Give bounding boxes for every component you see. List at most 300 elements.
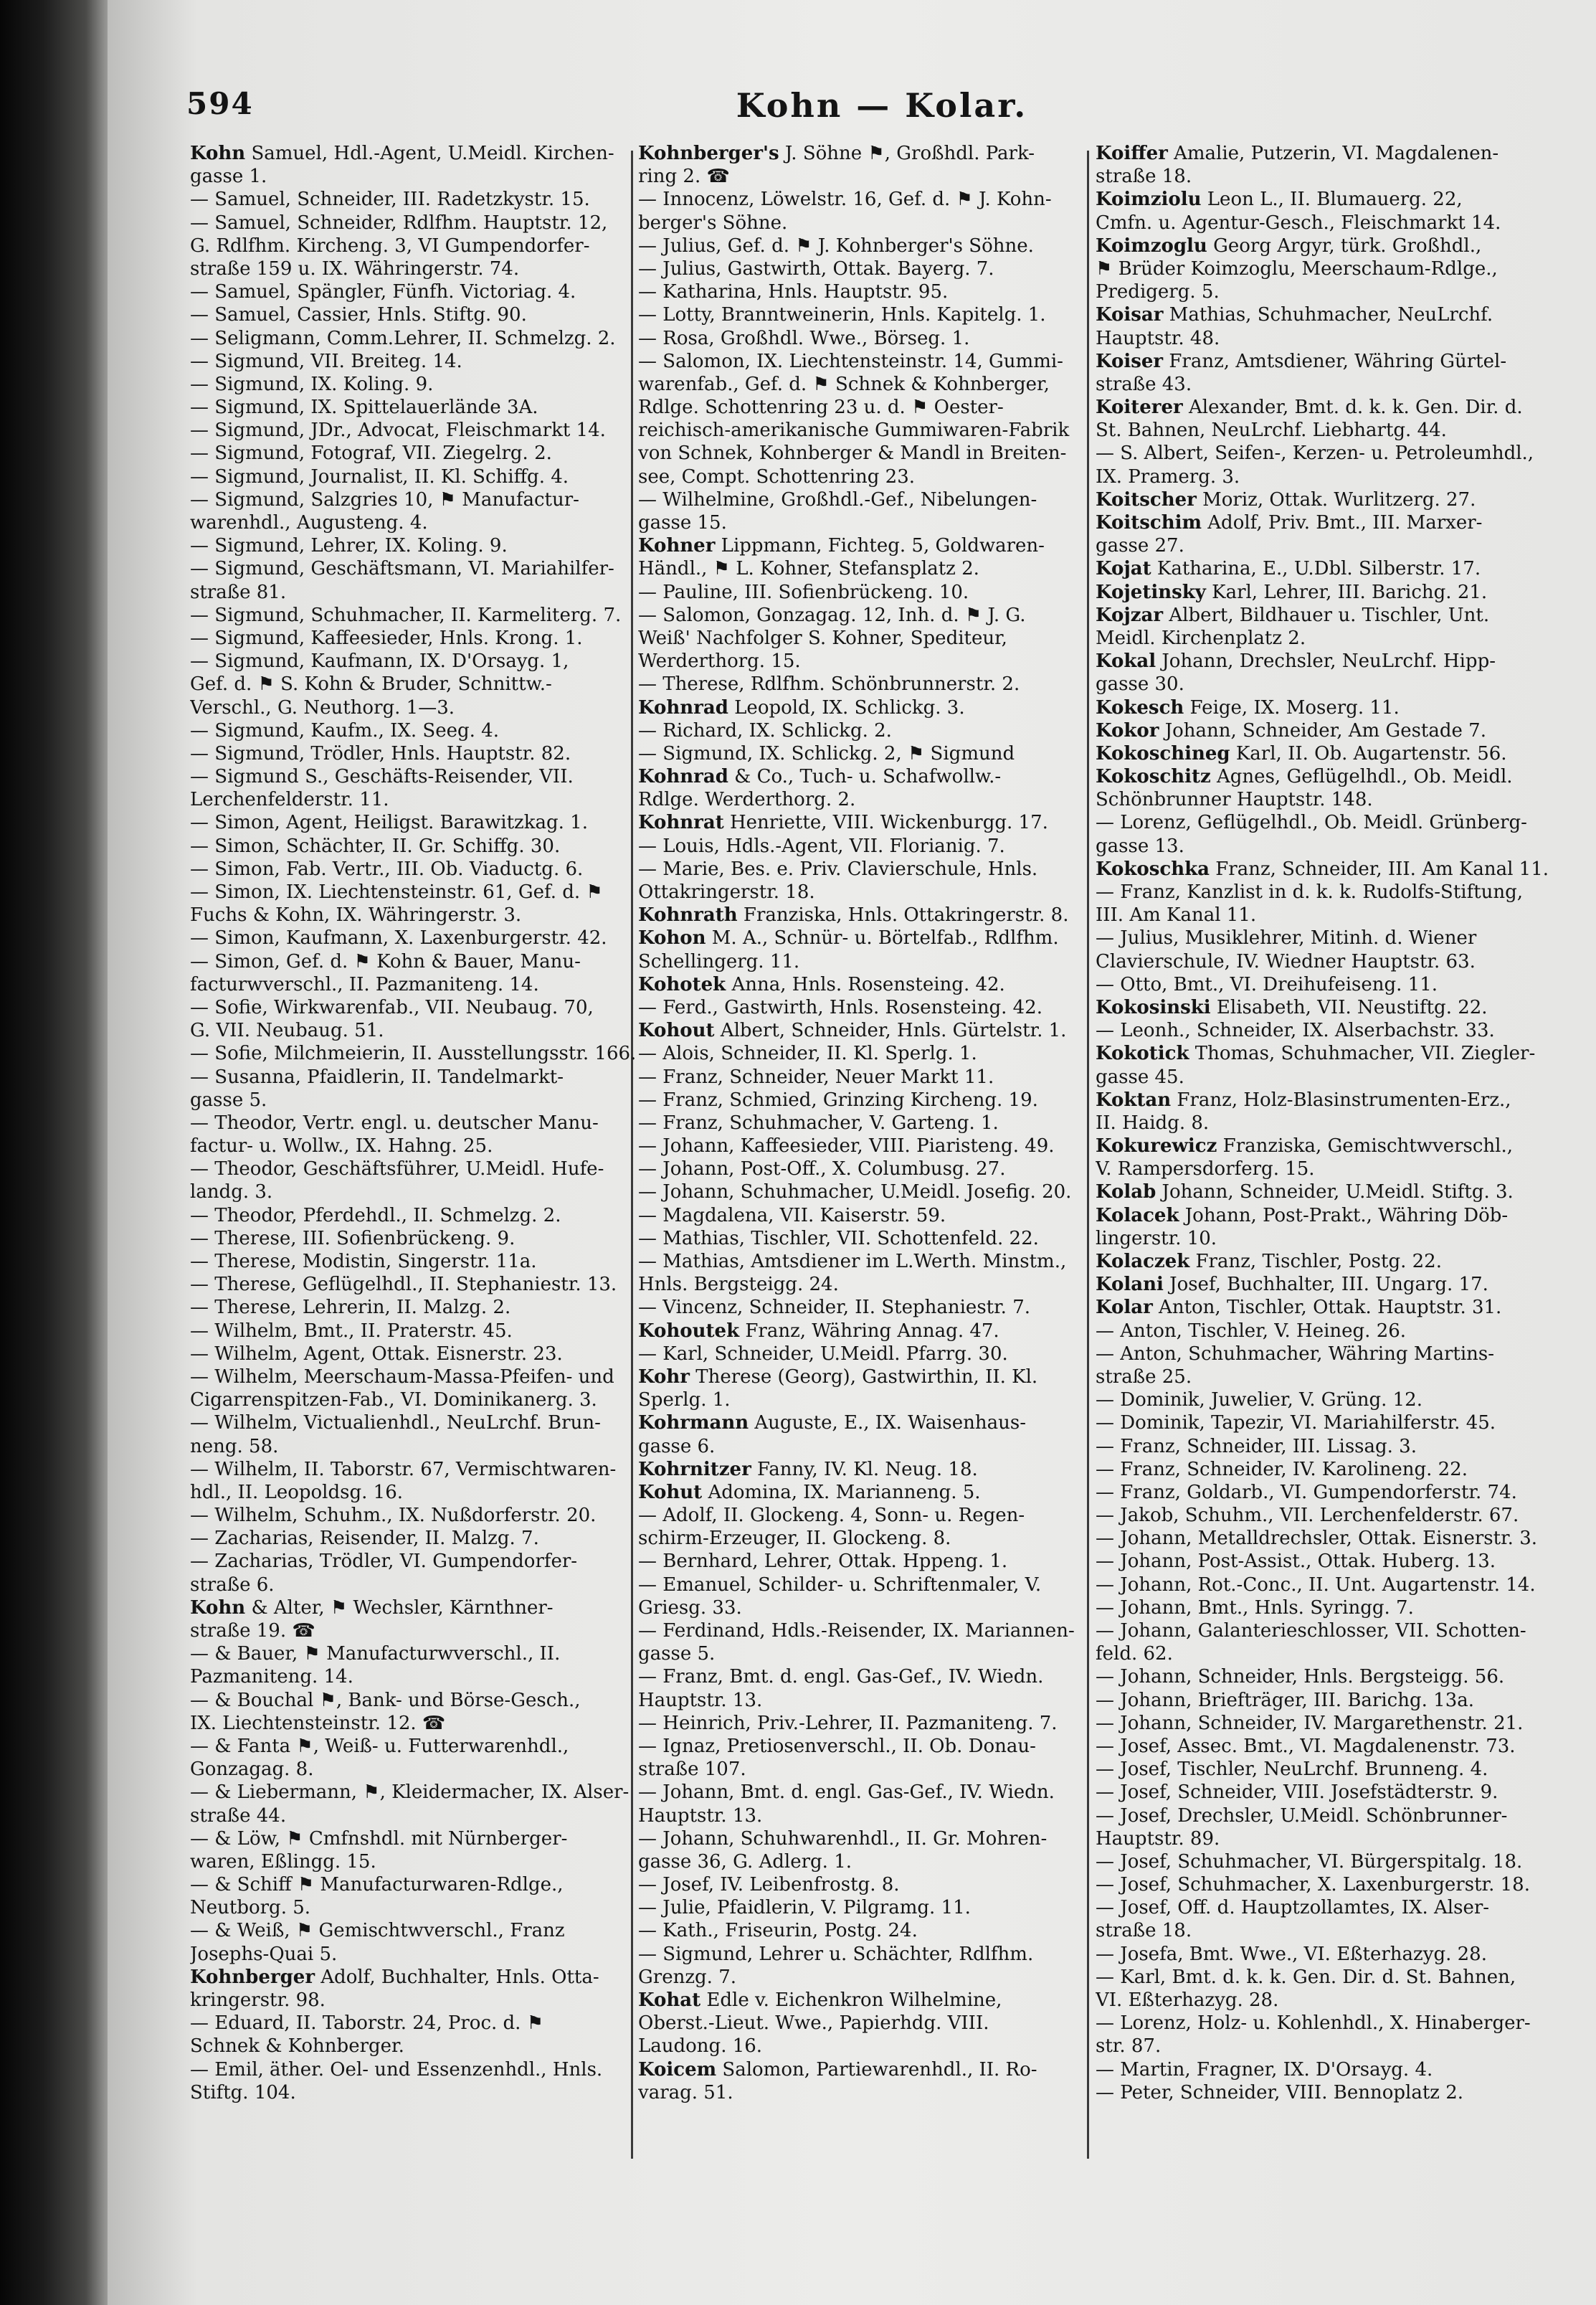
directory-entry-line: Koiser Franz, Amtsdiener, Währing Gürtel- bbox=[1096, 350, 1507, 372]
directory-entry-line: Cigarrenspitzen-Fab., VI. Dominikanerg. 3. bbox=[190, 1389, 597, 1411]
directory-entry-line: — Samuel, Schneider, III. Radetzkystr. 15. bbox=[190, 189, 590, 211]
directory-entry-line: VI. Eßterhazyg. 28. bbox=[1096, 1989, 1279, 2011]
directory-entry-line: Ottakringerstr. 18. bbox=[638, 881, 815, 903]
surname-heading: Kohn bbox=[190, 1596, 246, 1619]
directory-entry-line: — Samuel, Schneider, Rdlfhm. Hauptstr. 12, bbox=[190, 212, 608, 234]
directory-entry-line: — Zacharias, Trödler, VI. Gumpendorfer- bbox=[190, 1551, 578, 1573]
directory-entry-line: Kokurewicz Franziska, Gemischtwverschl., bbox=[1096, 1135, 1513, 1158]
directory-entry-line: — Johann, Bmt., Hnls. Syringg. 7. bbox=[1096, 1596, 1414, 1619]
directory-entry-line: — Josefa, Bmt. Wwe., VI. Eßterhazyg. 28. bbox=[1096, 1943, 1487, 1965]
directory-entry-line: Stiftg. 104. bbox=[190, 2081, 296, 2103]
directory-entry-line: hdl., II. Leopoldsg. 16. bbox=[190, 1481, 403, 1503]
directory-entry-line: — Franz, Schuhmacher, V. Garteng. 1. bbox=[638, 1112, 999, 1134]
surname-heading: Kojzar bbox=[1096, 604, 1164, 626]
directory-entry-line: — & Schiff ⚑ Manufacturwaren-Rdlge., bbox=[190, 1874, 564, 1896]
directory-entry-line: Verschl., G. Neuthorg. 1—3. bbox=[190, 696, 455, 719]
directory-entry-line: Kolaczek Franz, Tischler, Postg. 22. bbox=[1096, 1251, 1442, 1272]
directory-entry-line: Hauptstr. 13. bbox=[638, 1689, 763, 1711]
directory-entry-line: — Josef, IV. Leibenfrostg. 8. bbox=[638, 1874, 900, 1896]
directory-entry-line: Koktan Franz, Holz-Blasinstrumenten-Erz., bbox=[1096, 1089, 1511, 1111]
directory-entry-line: — Emanuel, Schilder- u. Schriftenmaler, V. bbox=[638, 1573, 1042, 1596]
directory-entry-line: Oberst.-Lieut. Wwe., Papierhdg. VIII. bbox=[638, 2012, 989, 2035]
directory-entry-line: — Dominik, Tapezir, VI. Mariahilferstr. 45. bbox=[1096, 1412, 1496, 1434]
directory-entry-line: Kohnberger's J. Söhne ⚑, Großhdl. Park- bbox=[638, 143, 1035, 164]
directory-entry-line: Kokoschitz Agnes, Geflügelhdl., Ob. Meidl. bbox=[1096, 766, 1513, 788]
directory-entry-line: — Otto, Bmt., VI. Dreihufeiseng. 11. bbox=[1096, 973, 1438, 995]
surname-heading: Kohon bbox=[638, 927, 706, 950]
surname-heading: Kohoutek bbox=[638, 1320, 740, 1342]
directory-entry-line: Kohnrat Henriette, VIII. Wickenburgg. 17. bbox=[638, 812, 1048, 834]
directory-entry-line: Kohnrad Leopold, IX. Schlickg. 3. bbox=[638, 696, 965, 719]
directory-entry-line: Kokesch Feige, IX. Moserg. 11. bbox=[1096, 696, 1400, 719]
directory-entry-line: straße 19. ☎ bbox=[190, 1620, 315, 1642]
directory-entry-line: — Dominik, Juwelier, V. Grüng. 12. bbox=[1096, 1389, 1422, 1411]
directory-entry-line: — Sigmund, Journalist, II. Kl. Schiffg. 4. bbox=[190, 465, 569, 488]
surname-heading: Kojat bbox=[1096, 558, 1151, 580]
directory-entry-line: gasse 6. bbox=[638, 1435, 716, 1457]
surname-heading: Kohner bbox=[638, 535, 716, 557]
directory-entry-line: — Ferd., Gastwirth, Hnls. Rosensteing. 42. bbox=[638, 996, 1042, 1018]
directory-entry-line: straße 43. bbox=[1096, 373, 1192, 395]
directory-entry-line: — Louis, Hdls.-Agent, VII. Florianig. 7. bbox=[638, 835, 1005, 857]
directory-entry-line: Kohat Edle v. Eichenkron Wilhelmine, bbox=[638, 1989, 1002, 2011]
directory-entry-line: Koiterer Alexander, Bmt. d. k. k. Gen. Dir. d. bbox=[1096, 397, 1523, 419]
directory-entry-line: Gonzagag. 8. bbox=[190, 1759, 314, 1781]
directory-entry-line: — Julie, Pfaidlerin, V. Pilgramg. 11. bbox=[638, 1897, 971, 1919]
directory-entry-line: — & Fanta ⚑, Weiß- u. Futterwarenhdl., bbox=[190, 1735, 569, 1757]
directory-entry-line: warenfab., Gef. d. ⚑ Schnek & Kohnberger, bbox=[638, 373, 1050, 395]
directory-column-1 bbox=[190, 142, 642, 2164]
directory-entry-line: — Sigmund, Trödler, Hnls. Hauptstr. 82. bbox=[190, 742, 571, 765]
directory-entry-line: — Therese, III. Sofienbrückeng. 9. bbox=[190, 1227, 516, 1249]
directory-entry-line: Kohon M. A., Schnür- u. Börtelfab., Rdlfhm. bbox=[638, 927, 1059, 950]
directory-entry-line: see, Compt. Schottenring 23. bbox=[638, 465, 916, 488]
directory-entry-line: gasse 36, G. Adlerg. 1. bbox=[638, 1850, 852, 1873]
directory-entry-line: — Franz, Schneider, III. Lissag. 3. bbox=[1096, 1435, 1417, 1457]
directory-entry-line: Kohrnitzer Fanny, IV. Kl. Neug. 18. bbox=[638, 1458, 978, 1480]
surname-heading: Kohrmann bbox=[638, 1412, 749, 1434]
surname-heading: Koimzoglu bbox=[1096, 235, 1207, 257]
directory-entry-line: — Josef, Schuhmacher, VI. Bürgerspitalg. 18. bbox=[1096, 1850, 1523, 1873]
directory-entry-line: Weiß' Nachfolger S. Kohner, Spediteur, bbox=[638, 627, 1007, 649]
directory-column-3 bbox=[1096, 142, 1554, 2164]
surname-heading: Kokosinski bbox=[1096, 996, 1211, 1018]
directory-entry-line: Kojetinsky Karl, Lehrer, III. Barichg. 21. bbox=[1096, 581, 1488, 603]
directory-entry-line: — Emil, äther. Oel- und Essenzenhdl., Hnls. bbox=[190, 2058, 603, 2081]
directory-entry-line: — Anton, Tischler, V. Heineg. 26. bbox=[1096, 1320, 1407, 1342]
directory-entry-line: Kohnrad & Co., Tuch- u. Schafwollw.- bbox=[638, 766, 1002, 788]
directory-entry-line: — Simon, IX. Liechtensteinstr. 61, Gef. d. ⚑ bbox=[190, 881, 603, 903]
directory-entry-line: Kojzar Albert, Bildhauer u. Tischler, Unt. bbox=[1096, 604, 1490, 626]
directory-entry-line: — Sigmund S., Geschäfts-Reisender, VII. bbox=[190, 766, 574, 788]
directory-entry-line: — Johann, Schneider, IV. Margarethenstr. 21. bbox=[1096, 1712, 1524, 1734]
directory-entry-line: ring 2. ☎ bbox=[638, 166, 730, 188]
directory-entry-line: Kohut Adomina, IX. Marianneng. 5. bbox=[638, 1481, 981, 1503]
directory-entry-line: — Johann, Schneider, Hnls. Bergsteigg. 56. bbox=[1096, 1666, 1505, 1688]
directory-entry-line: schirm-Erzeuger, II. Glockeng. 8. bbox=[638, 1528, 951, 1550]
directory-entry-line: — Johann, Galanterieschlosser, VII. Schotten- bbox=[1096, 1620, 1526, 1642]
directory-entry-line: — Josef, Schuhmacher, X. Laxenburgerstr. 18. bbox=[1096, 1874, 1530, 1896]
surname-heading: Kokoschitz bbox=[1096, 766, 1211, 788]
directory-entry-line: — Marie, Bes. e. Priv. Clavierschule, Hnls. bbox=[638, 858, 1038, 880]
directory-entry-line: — Wilhelm, Schuhm., IX. Nußdorferstr. 20. bbox=[190, 1505, 597, 1527]
directory-entry-line: Kokoschineg Karl, II. Ob. Augartenstr. 56. bbox=[1096, 742, 1507, 765]
directory-entry-line: — & Liebermann, ⚑, Kleidermacher, IX. Alser- bbox=[190, 1781, 630, 1804]
directory-entry-line: — Salomon, Gonzagag. 12, Inh. d. ⚑ J. G. bbox=[638, 604, 1026, 626]
directory-entry-line: — Franz, Goldarb., VI. Gumpendorferstr. 74. bbox=[1096, 1481, 1517, 1503]
directory-entry-line: — Simon, Agent, Heiligst. Barawitzkag. 1. bbox=[190, 812, 588, 834]
directory-entry-line: Koimzoglu Georg Argyr, türk. Großhdl., bbox=[1096, 235, 1482, 257]
surname-heading: Kohr bbox=[638, 1366, 690, 1388]
directory-entry-line: gasse 30. bbox=[1096, 673, 1184, 696]
directory-entry-line: — Johann, Schuhwarenhdl., II. Gr. Mohren- bbox=[638, 1827, 1048, 1850]
surname-heading: Kohnrad bbox=[638, 696, 728, 719]
surname-heading: Koiser bbox=[1096, 350, 1164, 372]
directory-entry-line: Kokosinski Elisabeth, VII. Neustiftg. 22. bbox=[1096, 996, 1488, 1018]
directory-entry-line: Rdlge. Werderthorg. 2. bbox=[638, 789, 856, 811]
directory-entry-line: — Therese, Lehrerin, II. Malzg. 2. bbox=[190, 1297, 511, 1319]
directory-entry-line: feld. 62. bbox=[1096, 1643, 1173, 1665]
surname-heading: Koktan bbox=[1096, 1089, 1172, 1111]
directory-entry-line: — Mathias, Tischler, VII. Schottenfeld. 22. bbox=[638, 1227, 1039, 1249]
directory-entry-line: — Martin, Fragner, IX. D'Orsayg. 4. bbox=[1096, 2058, 1433, 2081]
directory-entry-line: — Lorenz, Holz- u. Kohlenhdl., X. Hinaberger- bbox=[1096, 2012, 1531, 2035]
directory-entry-line: Josephs-Quai 5. bbox=[190, 1943, 338, 1965]
directory-entry-line: kringerstr. 98. bbox=[190, 1989, 326, 2011]
directory-entry-line: — Lotty, Branntweinerin, Hnls. Kapitelg. 1. bbox=[638, 304, 1046, 326]
directory-entry-line: — Leonh., Schneider, IX. Alserbachstr. 33. bbox=[1096, 1020, 1495, 1042]
directory-entry-line: — Wilhelm, Victualienhdl., NeuLrchf. Brun- bbox=[190, 1412, 601, 1434]
directory-entry-line: — Josef, Tischler, NeuLrchf. Brunneng. 4. bbox=[1096, 1759, 1488, 1781]
directory-entry-line: Kohner Lippmann, Fichteg. 5, Goldwaren- bbox=[638, 535, 1045, 557]
directory-entry-line: IX. Pramerg. 3. bbox=[1096, 465, 1240, 488]
directory-entry-line: gasse 5. bbox=[638, 1643, 716, 1665]
directory-entry-line: — Kath., Friseurin, Postg. 24. bbox=[638, 1920, 918, 1942]
directory-entry-line: — Wilhelm, Agent, Ottak. Eisnerstr. 23. bbox=[190, 1343, 563, 1365]
directory-entry-line: — Julius, Gastwirth, Ottak. Bayerg. 7. bbox=[638, 257, 994, 280]
surname-heading: Koitscher bbox=[1096, 488, 1197, 511]
directory-entry-line: Händl., ⚑ L. Kohner, Stefansplatz 2. bbox=[638, 558, 979, 580]
directory-entry-line: — Franz, Schmied, Grinzing Kircheng. 19. bbox=[638, 1089, 1038, 1111]
directory-entry-line: Koicem Salomon, Partiewarenhdl., II. Ro- bbox=[638, 2058, 1037, 2081]
directory-entry-line: Clavierschule, IV. Wiedner Hauptstr. 63. bbox=[1096, 950, 1476, 972]
directory-entry-line: Schellingerg. 11. bbox=[638, 950, 800, 972]
surname-heading: Kokesch bbox=[1096, 696, 1184, 719]
directory-entry-line: — Bernhard, Lehrer, Ottak. Hppeng. 1. bbox=[638, 1551, 1008, 1573]
directory-entry-line: ⚑ Brüder Koimzoglu, Meerschaum-Rdlge., bbox=[1096, 257, 1498, 280]
directory-entry-line: — Ignaz, Pretiosenverschl., II. Ob. Donau- bbox=[638, 1735, 1036, 1757]
directory-entry-line: — Simon, Kaufmann, X. Laxenburgerstr. 42. bbox=[190, 927, 607, 950]
directory-entry-line: — Sigmund, VII. Breiteg. 14. bbox=[190, 350, 462, 372]
directory-entry-line: Werderthorg. 15. bbox=[638, 650, 801, 673]
directory-entry-line: — Sigmund, JDr., Advocat, Fleischmarkt 14. bbox=[190, 420, 606, 442]
directory-entry-line: Fuchs & Kohn, IX. Währingerstr. 3. bbox=[190, 904, 522, 927]
surname-heading: Koiterer bbox=[1096, 397, 1183, 419]
directory-entry-line: — Magdalena, VII. Kaiserstr. 59. bbox=[638, 1204, 946, 1226]
directory-entry-line: — Anton, Schuhmacher, Währing Martins- bbox=[1096, 1343, 1495, 1365]
directory-entry-line: — Wilhelmine, Großhdl.-Gef., Nibelungen- bbox=[638, 488, 1037, 511]
directory-column-2 bbox=[638, 142, 1090, 2164]
directory-entry-line: — Theodor, Geschäftsführer, U.Meidl. Hufe- bbox=[190, 1158, 604, 1180]
directory-entry-line: Koiffer Amalie, Putzerin, VI. Magdalenen- bbox=[1096, 143, 1499, 164]
surname-heading: Kohnberger bbox=[190, 1966, 315, 1988]
directory-entry-line: Lerchenfelderstr. 11. bbox=[190, 789, 389, 811]
directory-entry-line: Kohout Albert, Schneider, Hnls. Gürtelstr. 1. bbox=[638, 1020, 1067, 1042]
directory-entry-line: III. Am Kanal 11. bbox=[1096, 904, 1257, 927]
directory-entry-line: Schnek & Kohnberger. bbox=[190, 2035, 404, 2058]
directory-entry-line: Kohn & Alter, ⚑ Wechsler, Kärnthner- bbox=[190, 1596, 554, 1619]
surname-heading: Koisar bbox=[1096, 304, 1164, 326]
directory-entry-line: Kolacek Johann, Post-Prakt., Währing Döb- bbox=[1096, 1204, 1509, 1226]
directory-entry-line: — Peter, Schneider, VIII. Bennoplatz 2. bbox=[1096, 2081, 1464, 2103]
surname-heading: Kohnrad bbox=[638, 766, 728, 788]
directory-entry-line: Pazmaniteng. 14. bbox=[190, 1666, 353, 1688]
directory-entry-line: gasse 1. bbox=[190, 166, 267, 188]
directory-entry-line: straße 107. bbox=[638, 1759, 746, 1781]
directory-entry-line: Rdlge. Schottenring 23 u. d. ⚑ Oester- bbox=[638, 397, 1004, 419]
directory-entry-line: — Sofie, Milchmeierin, II. Ausstellungsstr. 166. bbox=[190, 1043, 637, 1065]
directory-entry-line: — Wilhelm, II. Taborstr. 67, Vermischtwaren- bbox=[190, 1458, 617, 1480]
directory-entry-line: — Seligmann, Comm.Lehrer, II. Schmelzg. 2. bbox=[190, 327, 616, 349]
directory-entry-line: — Josef, Drechsler, U.Meidl. Schönbrunner- bbox=[1096, 1804, 1508, 1827]
directory-entry-line: Kolani Josef, Buchhalter, III. Ungarg. 17. bbox=[1096, 1274, 1488, 1296]
directory-entry-line: — Vincenz, Schneider, II. Stephaniestr. 7. bbox=[638, 1297, 1031, 1319]
surname-heading: Kohnrath bbox=[638, 904, 738, 927]
surname-heading: Kohat bbox=[638, 1989, 701, 2011]
directory-entry-line: — Theodor, Pferdehdl., II. Schmelzg. 2. bbox=[190, 1204, 561, 1226]
directory-entry-line: reichisch-amerikanische Gummiwaren-Fabrik bbox=[638, 420, 1070, 442]
directory-entry-line: — Innocenz, Löwelstr. 16, Gef. d. ⚑ J. Kohn- bbox=[638, 189, 1052, 211]
directory-entry-line: — Sigmund, Fotograf, VII. Ziegelrg. 2. bbox=[190, 442, 552, 465]
directory-entry-line: Koimziolu Leon L., II. Blumauerg. 22, bbox=[1096, 189, 1463, 211]
directory-entry-line: — Simon, Gef. d. ⚑ Kohn & Bauer, Manu- bbox=[190, 950, 581, 972]
surname-heading: Kokotick bbox=[1096, 1043, 1189, 1065]
directory-entry-line: facturwverschl., II. Pazmaniteng. 14. bbox=[190, 973, 539, 995]
directory-entry-line: — Samuel, Spängler, Fünfh. Victoriag. 4. bbox=[190, 281, 576, 303]
directory-entry-line: G. VII. Neubaug. 51. bbox=[190, 1020, 384, 1042]
directory-entry-line: — Franz, Kanzlist in d. k. k. Rudolfs-Stiftung, bbox=[1096, 881, 1524, 903]
directory-entry-line: Kokoschka Franz, Schneider, III. Am Kanal 11. bbox=[1096, 858, 1549, 880]
directory-entry-line: II. Haidg. 8. bbox=[1096, 1112, 1210, 1134]
directory-entry-line: Laudong. 16. bbox=[638, 2035, 763, 2058]
directory-entry-line: — Samuel, Cassier, Hnls. Stiftg. 90. bbox=[190, 304, 527, 326]
directory-entry-line: — & Weiß, ⚑ Gemischtwverschl., Franz bbox=[190, 1920, 565, 1942]
directory-entry-line: Grenzg. 7. bbox=[638, 1966, 737, 1988]
directory-entry-line: Kohrmann Auguste, E., IX. Waisenhaus- bbox=[638, 1412, 1026, 1434]
surname-heading: Kolaczek bbox=[1096, 1251, 1190, 1272]
surname-heading: Kolab bbox=[1096, 1181, 1156, 1203]
directory-entry-line: Kojat Katharina, E., U.Dbl. Silberstr. 17. bbox=[1096, 558, 1481, 580]
surname-heading: Koimziolu bbox=[1096, 189, 1202, 211]
directory-entry-line: gasse 27. bbox=[1096, 535, 1184, 557]
directory-entry-line: — Mathias, Amtsdiener im L.Werth. Minstm., bbox=[638, 1251, 1067, 1272]
directory-entry-line: — Richard, IX. Schlickg. 2. bbox=[638, 719, 892, 742]
directory-entry-line: gasse 45. bbox=[1096, 1066, 1184, 1088]
directory-entry-line: — Sigmund, Lehrer, IX. Koling. 9. bbox=[190, 535, 508, 557]
surname-heading: Kohut bbox=[638, 1481, 703, 1503]
directory-entry-line: — Josef, Off. d. Hauptzollamtes, IX. Alser- bbox=[1096, 1897, 1490, 1919]
directory-entry-line: — Sigmund, Schuhmacher, II. Karmeliterg. 7. bbox=[190, 604, 622, 626]
surname-heading: Kojetinsky bbox=[1096, 581, 1206, 603]
directory-entry-line: Griesg. 33. bbox=[638, 1596, 742, 1619]
directory-entry-line: — Johann, Post-Assist., Ottak. Huberg. 13. bbox=[1096, 1551, 1496, 1573]
directory-entry-line: — Sigmund, Kaffeesieder, Hnls. Krong. 1. bbox=[190, 627, 583, 649]
directory-entry-line: — Lorenz, Geflügelhdl., Ob. Meidl. Grünberg- bbox=[1096, 812, 1527, 834]
page-header bbox=[186, 86, 1577, 143]
directory-entry-line: St. Bahnen, NeuLrchf. Liebhartg. 44. bbox=[1096, 420, 1447, 442]
directory-entry-line: — Karl, Schneider, U.Meidl. Pfarrg. 30. bbox=[638, 1343, 1008, 1365]
directory-entry-line: straße 18. bbox=[1096, 166, 1192, 188]
surname-heading: Koitschim bbox=[1096, 512, 1202, 534]
directory-entry-line: straße 18. bbox=[1096, 1920, 1192, 1942]
directory-entry-line: — Julius, Gef. d. ⚑ J. Kohnberger's Söhne. bbox=[638, 235, 1034, 257]
directory-entry-line: Cmfn. u. Agentur-Gesch., Fleischmarkt 14. bbox=[1096, 212, 1501, 234]
directory-entry-line: — Ferdinand, Hdls.-Reisender, IX. Mariannen- bbox=[638, 1620, 1075, 1642]
page-number: 594 bbox=[186, 86, 254, 121]
surname-heading: Kolar bbox=[1096, 1297, 1153, 1319]
directory-entry-line: — Josef, Assec. Bmt., VI. Magdalenenstr. 73. bbox=[1096, 1735, 1516, 1757]
directory-entry-line: — Wilhelm, Bmt., II. Praterstr. 45. bbox=[190, 1320, 513, 1342]
directory-entry-line: — Simon, Fab. Vertr., III. Ob. Viaductg. 6. bbox=[190, 858, 584, 880]
surname-heading: Kohnrat bbox=[638, 812, 724, 834]
directory-entry-line: — Sofie, Wirkwarenfab., VII. Neubaug. 70, bbox=[190, 996, 594, 1018]
directory-entry-line: — Sigmund, IX. Koling. 9. bbox=[190, 373, 434, 395]
directory-entry-line: G. Rdlfhm. Kircheng. 3, VI Gumpendorfer- bbox=[190, 235, 590, 257]
surname-heading: Kolacek bbox=[1096, 1204, 1179, 1226]
directory-entry-line: — Heinrich, Priv.-Lehrer, II. Pazmaniteng. 7. bbox=[638, 1712, 1058, 1734]
directory-entry-line: straße 44. bbox=[190, 1804, 287, 1827]
directory-entry-line: Hauptstr. 89. bbox=[1096, 1827, 1220, 1850]
directory-entry-line: Kolab Johann, Schneider, U.Meidl. Stiftg. 3. bbox=[1096, 1181, 1514, 1203]
directory-entry-line: — Therese, Modistin, Singerstr. 11a. bbox=[190, 1251, 537, 1272]
directory-entry-line: Kolar Anton, Tischler, Ottak. Hauptstr. 31. bbox=[1096, 1297, 1502, 1319]
directory-entry-line: — Josef, Schneider, VIII. Josefstädterstr. 9. bbox=[1096, 1781, 1498, 1804]
directory-entry-line: — Karl, Bmt. d. k. k. Gen. Dir. d. St. Bahnen, bbox=[1096, 1966, 1516, 1988]
surname-heading: Kohrnitzer bbox=[638, 1458, 751, 1480]
directory-entry-line: — Pauline, III. Sofienbrückeng. 10. bbox=[638, 581, 969, 603]
directory-entry-line: Kohoutek Franz, Währing Annag. 47. bbox=[638, 1320, 999, 1342]
directory-entry-line: — Sigmund, Salzgries 10, ⚑ Manufactur- bbox=[190, 488, 579, 511]
directory-entry-line: Koitschim Adolf, Priv. Bmt., III. Marxer- bbox=[1096, 512, 1483, 534]
directory-entry-line: — Zacharias, Reisender, II. Malzg. 7. bbox=[190, 1528, 539, 1550]
surname-heading: Kohnberger's bbox=[638, 143, 779, 164]
directory-entry-line: Neutborg. 5. bbox=[190, 1897, 311, 1919]
directory-entry-line: straße 81. bbox=[190, 581, 287, 603]
directory-entry-line: Koisar Mathias, Schuhmacher, NeuLrchf. bbox=[1096, 304, 1493, 326]
directory-entry-line: — Johann, Rot.-Conc., II. Unt. Augartenstr. 14. bbox=[1096, 1573, 1536, 1596]
directory-entry-line: — Franz, Schneider, Neuer Markt 11. bbox=[638, 1066, 994, 1088]
directory-entry-line: — Johann, Briefträger, III. Barichg. 13a. bbox=[1096, 1689, 1474, 1711]
directory-entry-line: — Simon, Schächter, II. Gr. Schiffg. 30. bbox=[190, 835, 561, 857]
directory-entry-line: — Sigmund, Kaufmann, IX. D'Orsayg. 1, bbox=[190, 650, 569, 673]
directory-entry-line: gasse 15. bbox=[638, 512, 727, 534]
directory-entry-line: Kokotick Thomas, Schuhmacher, VII. Ziegler- bbox=[1096, 1043, 1536, 1065]
directory-entry-line: — S. Albert, Seifen-, Kerzen- u. Petroleumhdl., bbox=[1096, 442, 1534, 465]
directory-entry-line: factur- u. Wollw., IX. Hahng. 25. bbox=[190, 1135, 493, 1158]
directory-entry-line: Gef. d. ⚑ S. Kohn & Bruder, Schnittw.- bbox=[190, 673, 552, 696]
surname-heading: Kohout bbox=[638, 1020, 715, 1042]
directory-entry-line: Kohotek Anna, Hnls. Rosensteing. 42. bbox=[638, 973, 1005, 995]
directory-entry-line: — Franz, Bmt. d. engl. Gas-Gef., IV. Wiedn. bbox=[638, 1666, 1044, 1688]
directory-entry-line: — Wilhelm, Meerschaum-Massa-Pfeifen- und bbox=[190, 1366, 614, 1388]
directory-entry-line: — Adolf, II. Glockeng. 4, Sonn- u. Regen- bbox=[638, 1505, 1025, 1527]
directory-entry-line: — Sigmund, IX. Spittelauerlände 3A. bbox=[190, 397, 538, 419]
directory-entry-line: — Therese, Geflügelhdl., II. Stephaniestr. 13. bbox=[190, 1274, 617, 1296]
directory-entry-line: — Sigmund, Lehrer u. Schächter, Rdlfhm. bbox=[638, 1943, 1034, 1965]
surname-heading: Kokoschka bbox=[1096, 858, 1210, 880]
directory-entry-line: gasse 13. bbox=[1096, 835, 1184, 857]
directory-entry-line: Koitscher Moriz, Ottak. Wurlitzerg. 27. bbox=[1096, 488, 1476, 511]
directory-entry-line: Kohnrath Franziska, Hnls. Ottakringerstr. 8. bbox=[638, 904, 1069, 927]
directory-entry-line: berger's Söhne. bbox=[638, 212, 788, 234]
directory-entry-line: Kohr Therese (Georg), Gastwirthin, II. Kl. bbox=[638, 1366, 1038, 1388]
surname-heading: Kokurewicz bbox=[1096, 1135, 1217, 1158]
directory-entry-line: Kokal Johann, Drechsler, NeuLrchf. Hipp- bbox=[1096, 650, 1496, 673]
directory-entry-line: — Therese, Rdlfhm. Schönbrunnerstr. 2. bbox=[638, 673, 1020, 696]
directory-entry-line: Hauptstr. 13. bbox=[638, 1804, 763, 1827]
directory-entry-line: Kohnberger Adolf, Buchhalter, Hnls. Otta- bbox=[190, 1966, 599, 1988]
directory-entry-line: — Katharina, Hnls. Hauptstr. 95. bbox=[638, 281, 949, 303]
directory-entry-line: Sperlg. 1. bbox=[638, 1389, 731, 1411]
directory-entry-line: Hauptstr. 48. bbox=[1096, 327, 1220, 349]
directory-entry-line: warenhdl., Augusteng. 4. bbox=[190, 512, 428, 534]
directory-entry-line: — Sigmund, IX. Schlickg. 2, ⚑ Sigmund bbox=[638, 742, 1015, 765]
directory-entry-line: — Jakob, Schuhm., VII. Lerchenfelderstr. 67. bbox=[1096, 1505, 1519, 1527]
surname-heading: Kokal bbox=[1096, 650, 1156, 673]
directory-entry-line: — Sigmund, Geschäftsmann, VI. Mariahilfer- bbox=[190, 558, 614, 580]
directory-entry-line: — Susanna, Pfaidlerin, II. Tandelmarkt- bbox=[190, 1066, 564, 1088]
directory-entry-line: von Schnek, Kohnberger & Mandl in Breiten- bbox=[638, 442, 1067, 465]
directory-entry-line: — Johann, Metalldrechsler, Ottak. Eisnerstr. 3. bbox=[1096, 1528, 1538, 1550]
directory-entry-line: — Rosa, Großhdl. Wwe., Börseg. 1. bbox=[638, 327, 970, 349]
directory-entry-line: Schönbrunner Hauptstr. 148. bbox=[1096, 789, 1373, 811]
directory-entry-line: — & Löw, ⚑ Cmfnshdl. mit Nürnberger- bbox=[190, 1827, 568, 1850]
directory-entry-line: landg. 3. bbox=[190, 1181, 273, 1203]
directory-entry-line: — Eduard, II. Taborstr. 24, Proc. d. ⚑ bbox=[190, 2012, 544, 2035]
surname-heading: Kokoschineg bbox=[1096, 742, 1230, 765]
directory-entry-line: straße 6. bbox=[190, 1573, 275, 1596]
directory-entry-line: Kohn Samuel, Hdl.-Agent, U.Meidl. Kirchen- bbox=[190, 143, 614, 164]
directory-entry-line: Meidl. Kirchenplatz 2. bbox=[1096, 627, 1306, 649]
directory-entry-line: — & Bouchal ⚑, Bank- und Börse-Gesch., bbox=[190, 1689, 581, 1711]
directory-entry-line: — & Bauer, ⚑ Manufacturwverschl., II. bbox=[190, 1643, 561, 1665]
surname-heading: Koiffer bbox=[1096, 143, 1168, 164]
directory-entry-line: — Johann, Post-Off., X. Columbusg. 27. bbox=[638, 1158, 1006, 1180]
directory-entry-line: V. Rampersdorferg. 15. bbox=[1096, 1158, 1315, 1180]
running-title: Kohn — Kolar. bbox=[736, 86, 1028, 125]
directory-entry-line: — Franz, Schneider, IV. Karolineng. 22. bbox=[1096, 1458, 1468, 1480]
directory-entry-line: neng. 58. bbox=[190, 1435, 279, 1457]
scan-binding-edge bbox=[0, 0, 108, 2305]
directory-entry-line: — Theodor, Vertr. engl. u. deutscher Manu- bbox=[190, 1112, 599, 1134]
surname-heading: Kokor bbox=[1096, 719, 1159, 742]
surname-heading: Kolani bbox=[1096, 1274, 1164, 1296]
directory-entry-line: Hnls. Bergsteigg. 24. bbox=[638, 1274, 839, 1296]
directory-entry-line: — Johann, Bmt. d. engl. Gas-Gef., IV. Wiedn. bbox=[638, 1781, 1055, 1804]
surname-heading: Kohotek bbox=[638, 973, 726, 995]
directory-entry-line: straße 159 u. IX. Währingerstr. 74. bbox=[190, 257, 520, 280]
directory-entry-line: — Salomon, IX. Liechtensteinstr. 14, Gummi- bbox=[638, 350, 1063, 372]
directory-entry-line: — Julius, Musiklehrer, Mitinh. d. Wiener bbox=[1096, 927, 1477, 950]
directory-entry-line: Predigerg. 5. bbox=[1096, 281, 1220, 303]
directory-entry-line: Kokor Johann, Schneider, Am Gestade 7. bbox=[1096, 719, 1486, 742]
directory-entry-line: str. 87. bbox=[1096, 2035, 1162, 2058]
directory-entry-line: IX. Liechtensteinstr. 12. ☎ bbox=[190, 1712, 446, 1734]
directory-entry-line: — Johann, Kaffeesieder, VIII. Piaristeng. 49. bbox=[638, 1135, 1055, 1158]
directory-entry-line: — Johann, Schuhmacher, U.Meidl. Josefig. 20. bbox=[638, 1181, 1072, 1203]
directory-entry-line: straße 25. bbox=[1096, 1366, 1192, 1388]
surname-heading: Kohn bbox=[190, 143, 246, 164]
